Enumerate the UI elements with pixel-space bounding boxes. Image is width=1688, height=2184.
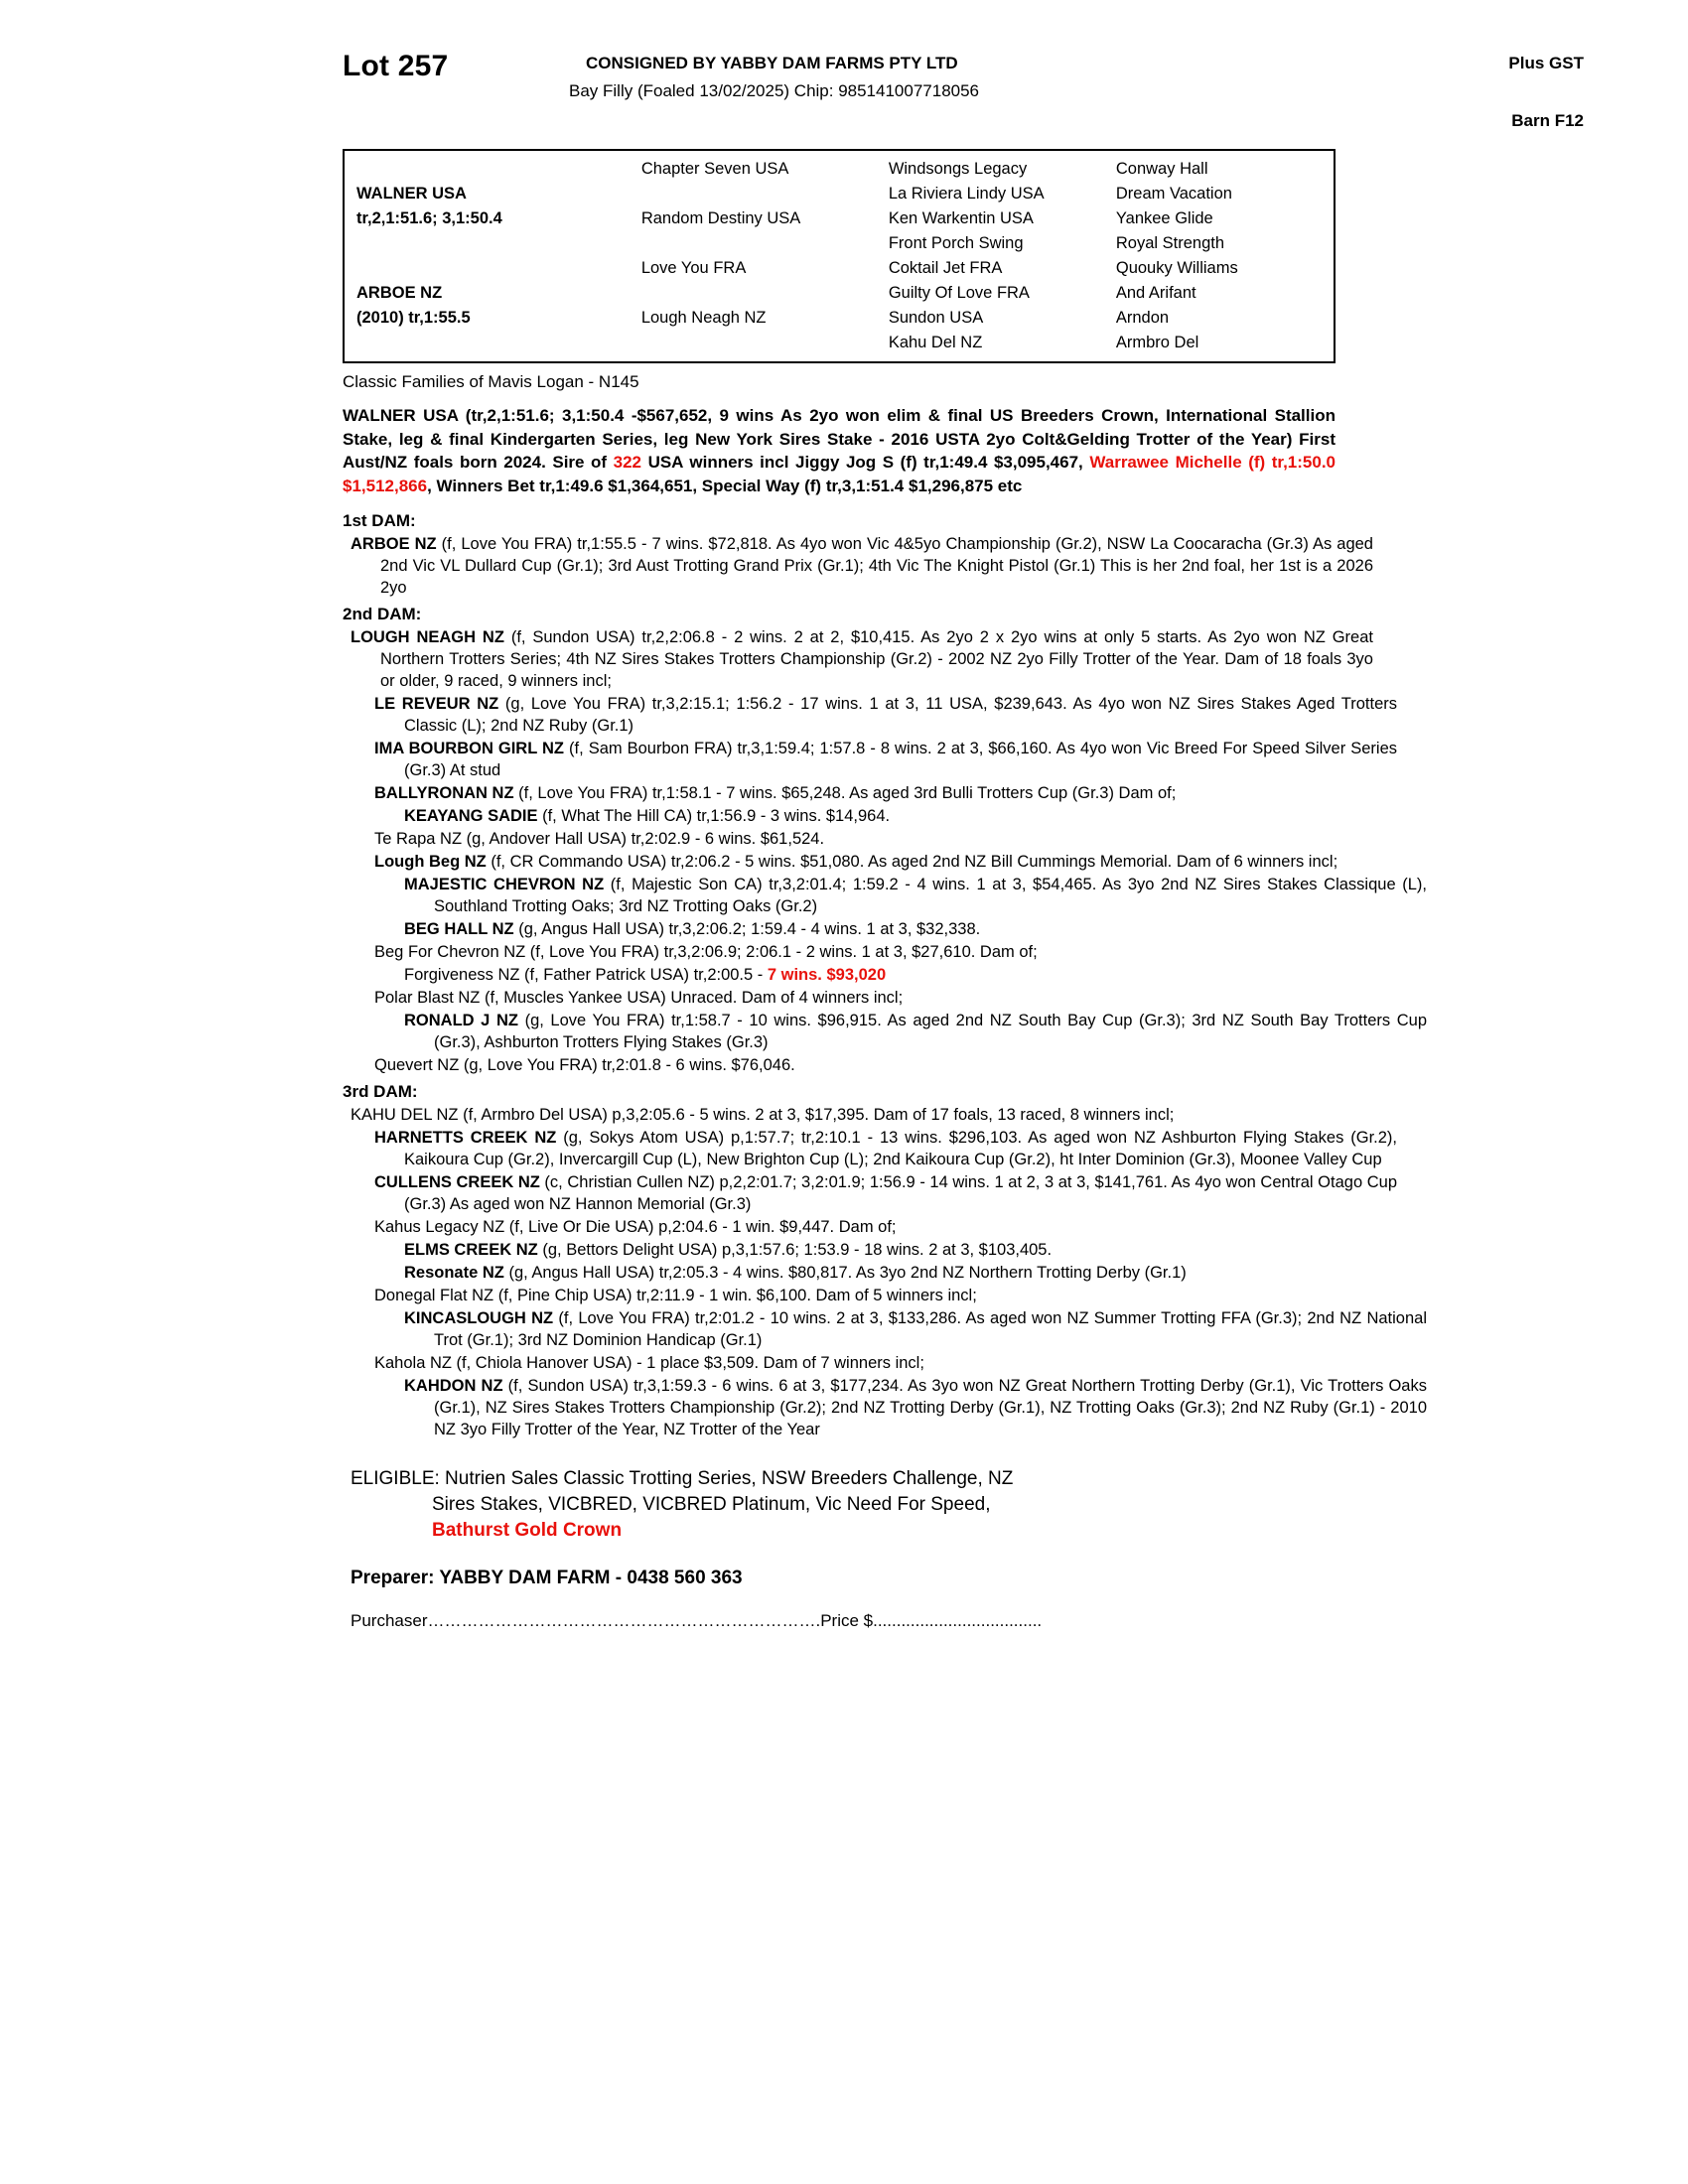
pedigree-cell-gen3: Ken Warkentin USA — [888, 209, 1034, 227]
pedigree-cell-dam: ARBOE NZ — [356, 284, 443, 302]
barn-label: Barn F12 — [1511, 111, 1584, 130]
plus-gst-label: Plus GST — [1508, 54, 1584, 72]
pedigree-entry — [343, 1127, 1397, 1170]
foal-details-line: Bay Filly (Foaled 13/02/2025) Chip: 985141007718056 — [569, 81, 980, 100]
pedigree-cell-gen3: Windsongs Legacy — [888, 160, 1028, 178]
sire-text-part1: WALNER USA (tr,2,1:51.6; 3,1:50.4 -$567,652, 9 wins As 2yo won elim & final US Breeders Crown, International Stallion Stake, leg & final Kindergarten Series, leg New York Sires Stake - 2016 USTA 2yo Colt&Gelding Trotter of the Year) First Aust/NZ foals born 2024. Sire of — [343, 406, 1336, 472]
pedigree-cell-gen4: And Arifant — [1115, 284, 1196, 302]
entry-text: (f, Sundon USA) tr,2,2:06.8 - 2 wins. 2 at 2, $10,415. As 2yo 2 x 2yo wins at only 5 starts. As 2yo won NZ Great Northern Trotters Series; 4th NZ Sires Stakes Trotters Championship (Gr.2) - 2002 NZ 2yo Filly Trotter of the Year. Dam of 18 foals 3yo or older, 9 raced, 9 winners incl; — [380, 628, 1373, 690]
entry-name: Resonate NZ — [404, 1264, 504, 1282]
entry-text: (g, Love You FRA) tr,1:58.7 - 10 wins. $96,915. As aged 2nd NZ South Bay Cup (Gr.3); 3rd NZ South Bay Trotters Cup (Gr.3), Ashburton Trotters Flying Stakes (Gr.3) — [434, 1012, 1428, 1051]
pedigree-entry — [343, 693, 1397, 737]
pedigree-cell-sire: WALNER USA — [356, 185, 467, 203]
pedigree-cell-gen4: Dream Vacation — [1115, 185, 1232, 203]
pedigree-cell-dam: (2010) tr,1:55.5 — [356, 309, 471, 327]
pedigree-cell-gen3: Sundon USA — [888, 309, 984, 327]
entry-text: Quevert NZ (g, Love You FRA) tr,2:01.8 - 6 wins. $76,046. — [374, 1056, 795, 1074]
pedigree-cell-gen4: Arndon — [1115, 309, 1170, 327]
pedigree-cell-gen4: Quouky Williams — [1115, 259, 1238, 277]
entry-text: (g, Angus Hall USA) tr,2:05.3 - 4 wins. $80,817. As 3yo 2nd NZ Northern Trotting Derby (Gr.1) — [503, 1264, 1187, 1282]
pedigree-row — [345, 157, 1334, 182]
pedigree-cell-gen4: Armbro Del — [1115, 334, 1199, 351]
pedigree-row — [345, 256, 1334, 281]
entry-name: RONALD J NZ — [404, 1012, 518, 1029]
eligible-line-1: ELIGIBLE: Nutrien Sales Classic Trotting Series, NSW Breeders Challenge, NZ — [351, 1468, 1014, 1489]
pedigree-table — [343, 149, 1336, 363]
pedigree-entry — [343, 1054, 1367, 1076]
pedigree-cell-sire — [345, 231, 641, 256]
pedigree-entry — [343, 1239, 1427, 1261]
entry-name: IMA BOURBON GIRL NZ — [374, 740, 565, 757]
dam-heading-2: 2nd DAM: — [343, 605, 422, 623]
pedigree-entry — [343, 1285, 1367, 1306]
pedigree-row — [345, 281, 1334, 306]
sire-paragraph — [343, 404, 1336, 497]
entry-text: (c, Christian Cullen NZ) p,2,2:01.7; 3,2:01.9; 1:56.9 - 14 wins. 1 at 2, 3 at 3, $141,761. As 4yo won Central Otago Cup (Gr.3) As aged won NZ Hannon Memorial (Gr.3) — [404, 1173, 1397, 1213]
page-header — [343, 40, 1594, 139]
pedigree-cell-gen4: Yankee Glide — [1115, 209, 1213, 227]
pedigree-entry — [343, 1171, 1397, 1215]
pedigree-row — [345, 231, 1334, 256]
pedigree-cell-gen3: Front Porch Swing — [888, 234, 1024, 252]
entry-text: Kahola NZ (f, Chiola Hanover USA) - 1 place $3,509. Dam of 7 winners incl; — [374, 1354, 924, 1372]
pedigree-cell-gen4: Royal Strength — [1115, 234, 1225, 252]
entry-text: (f, Love You FRA) tr,1:55.5 - 7 wins. $72,818. As 4yo won Vic 4&5yo Championship (Gr.2), NSW La Coocaracha (Gr.3) As aged 2nd Vic VL Dullard Cup (Gr.1); 3rd Aust Trotting Grand Prix (Gr.1); 4th Vic The Knight Pistol (Gr.1) This is her 2nd foal, her 1st is a 2026 2yo — [380, 535, 1373, 597]
entry-text: (f, Sam Bourbon FRA) tr,3,1:59.4; 1:57.8 - 8 wins. 2 at 3, $66,160. As 4yo won Vic Breed For Speed Silver Series (Gr.3) At stud — [404, 740, 1397, 779]
pedigree-cell-gen2 — [641, 331, 889, 355]
pedigree-entry — [343, 1262, 1427, 1284]
entry-name: ARBOE NZ — [351, 535, 437, 553]
pedigree-cell-gen2 — [641, 281, 889, 306]
sire-winners-count: 322 — [613, 453, 642, 472]
sire-highlight-progeny: Warrawee Michelle (f) tr,1:50.0 $1,512,866 — [343, 453, 1336, 495]
purchaser-line: Purchaser…………………………………………………………….Price $.................................... — [351, 1611, 1043, 1630]
entry-text: Kahus Legacy NZ (f, Live Or Die USA) p,2:04.6 - 1 win. $9,447. Dam of; — [374, 1218, 897, 1236]
pedigree-cell-sire — [345, 157, 641, 182]
entry-text: (g, Angus Hall USA) tr,3,2:06.2; 1:59.4 - 4 wins. 1 at 3, $32,338. — [513, 920, 981, 938]
pedigree-entry — [343, 1352, 1367, 1374]
sire-text-part2: USA winners incl Jiggy Jog S (f) tr,1:49.4 $3,095,467, — [641, 453, 1090, 472]
pedigree-row — [345, 331, 1334, 355]
pedigree-row — [345, 306, 1334, 331]
preparer-line: Preparer: YABBY DAM FARM - 0438 560 363 — [351, 1568, 743, 1588]
pedigree-entry — [343, 918, 1427, 940]
entry-text: (g, Sokys Atom USA) p,1:57.7; tr,2:10.1 - 13 wins. $296,103. As aged won NZ Ashburton Flying Stakes (Gr.2), Kaikoura Cup (Gr.2), Invercargill Cup (L), New Brighton Cup (L); 2nd Kaikoura Cup (Gr.2), ht Inter Dominion (Gr.3), Moonee Valley Cup — [404, 1129, 1397, 1168]
dam-heading-1: 1st DAM: — [343, 511, 416, 530]
pedigree-cell-gen2 — [641, 231, 889, 256]
entry-text: (f, Majestic Son CA) tr,3,2:01.4; 1:59.2 - 4 wins. 1 at 3, $54,465. As 3yo 2nd NZ Sires Stakes Classique (L), Southland Trotting Oaks; 3rd NZ Trotting Oaks (Gr.2) — [434, 876, 1427, 915]
entry-text: Te Rapa NZ (g, Andover Hall USA) tr,2:02.9 - 6 wins. $61,524. — [374, 830, 825, 848]
dam-heading-3: 3rd DAM: — [343, 1082, 418, 1101]
sire-text-part3: , Winners Bet tr,1:49.6 $1,364,651, Special Way (f) tr,3,1:51.4 $1,296,875 etc — [427, 476, 1023, 495]
eligible-block — [343, 1466, 1336, 1544]
eligible-line-3: Bathurst Gold Crown — [432, 1520, 623, 1541]
entry-name: ELMS CREEK NZ — [404, 1241, 538, 1259]
pedigree-cell-gen2: Random Destiny USA — [640, 209, 801, 227]
pedigree-cell-gen3: La Riviera Lindy USA — [888, 185, 1045, 203]
pedigree-row — [345, 206, 1334, 231]
pedigree-cell-dam — [345, 331, 641, 355]
pedigree-entry — [343, 1010, 1427, 1053]
pedigree-cell-gen2 — [641, 182, 889, 206]
pedigree-cell-gen2: Chapter Seven USA — [640, 160, 789, 178]
entry-text: KAHU DEL NZ (f, Armbro Del USA) p,3,2:05.6 - 5 wins. 2 at 3, $17,395. Dam of 17 foals, 13 raced, 8 winners incl; — [351, 1106, 1175, 1124]
pedigree-cell-sire: tr,2,1:51.6; 3,1:50.4 — [356, 209, 502, 227]
eligible-line-2: Sires Stakes, VICBRED, VICBRED Platinum, Vic Need For Speed, — [432, 1494, 991, 1515]
pedigree-entry — [343, 1307, 1427, 1351]
lot-number: Lot 257 — [343, 50, 449, 82]
entry-name: KAHDON NZ — [404, 1377, 503, 1395]
pedigree-cell-gen2: Lough Neagh NZ — [640, 309, 767, 327]
entry-text: (f, CR Commando USA) tr,2:06.2 - 5 wins. $51,080. As aged 2nd NZ Bill Cummings Memorial. Dam of 6 winners incl; — [486, 853, 1338, 871]
entry-name: KEAYANG SADIE — [404, 807, 538, 825]
entry-text: Polar Blast NZ (f, Muscles Yankee USA) Unraced. Dam of 4 winners incl; — [374, 989, 904, 1007]
pedigree-entry — [343, 738, 1397, 781]
pedigree-entry — [343, 828, 1367, 850]
entry-text: Beg For Chevron NZ (f, Love You FRA) tr,3,2:06.9; 2:06.1 - 2 wins. 1 at 3, $27,610. Dam of; — [374, 943, 1038, 961]
pedigree-entry — [343, 533, 1373, 599]
entry-text: Donegal Flat NZ (f, Pine Chip USA) tr,2:11.9 - 1 win. $6,100. Dam of 5 winners incl; — [374, 1287, 977, 1304]
entry-name: LE REVEUR NZ — [374, 695, 499, 713]
pedigree-entry — [343, 1216, 1367, 1238]
entry-name: MAJESTIC CHEVRON NZ — [404, 876, 605, 893]
pedigree-entry — [343, 964, 1427, 986]
entry-text: (f, Love You FRA) tr,2:01.2 - 10 wins. 2 at 3, $133,286. As aged won NZ Summer Trotting FFA (Gr.3); 2nd NZ National Trot (Gr.1); 3rd NZ Dominion Handicap (Gr.1) — [434, 1309, 1427, 1349]
entry-name: BEG HALL NZ — [404, 920, 514, 938]
pedigree-entry — [343, 941, 1397, 963]
pedigree-entry — [343, 782, 1397, 804]
pedigree-entry — [343, 874, 1427, 917]
entry-text: (g, Bettors Delight USA) p,3,1:57.6; 1:53.9 - 18 wins. 2 at 3, $103,405. — [537, 1241, 1053, 1259]
pedigree-entry — [343, 1375, 1427, 1440]
entry-text: Forgiveness NZ (f, Father Patrick USA) tr,2:00.5 - — [404, 966, 768, 984]
pedigree-cell-gen3: Coktail Jet FRA — [888, 259, 1003, 277]
entry-text: (g, Love You FRA) tr,3,2:15.1; 1:56.2 - 17 wins. 1 at 3, 11 USA, $239,643. As 4yo won NZ Sires Stakes Aged Trotters Classic (L); 2nd NZ Ruby (Gr.1) — [404, 695, 1398, 735]
entry-name: HARNETTS CREEK NZ — [374, 1129, 557, 1147]
entry-name: KINCASLOUGH NZ — [404, 1309, 554, 1327]
entry-text: (f, What The Hill CA) tr,1:56.9 - 3 wins. $14,964. — [537, 807, 891, 825]
entry-name: BALLYRONAN NZ — [374, 784, 514, 802]
entry-highlight: 7 wins. $93,020 — [767, 966, 887, 984]
pedigree-row — [345, 182, 1334, 206]
pedigree-entry — [343, 851, 1397, 873]
pedigree-entry — [343, 1104, 1373, 1126]
consignor-line: CONSIGNED BY YABBY DAM FARMS PTY LTD — [586, 54, 958, 72]
entry-name: Lough Beg NZ — [374, 853, 487, 871]
entry-text: (f, Sundon USA) tr,3,1:59.3 - 6 wins. 6 at 3, $177,234. As 3yo won NZ Great Northern Trotting Derby (Gr.1), Vic Trotters Oaks (Gr.1), NZ Sires Stakes Trotters Championship (Gr.2); 2nd NZ Trotting Derby (Gr.1), NZ Trotting Oaks (Gr.3); 2nd NZ Ruby (Gr.1) - 2010 NZ 3yo Filly Trotter of the Year, NZ Trotter of the Year — [434, 1377, 1427, 1438]
pedigree-entry — [343, 805, 1427, 827]
entry-text: (f, Love You FRA) tr,1:58.1 - 7 wins. $65,248. As aged 3rd Bulli Trotters Cup (Gr.3) Dam of; — [513, 784, 1177, 802]
pedigree-cell-gen3: Kahu Del NZ — [888, 334, 983, 351]
entry-name: CULLENS CREEK NZ — [374, 1173, 540, 1191]
pedigree-cell-gen4: Conway Hall — [1115, 160, 1208, 178]
entry-name: LOUGH NEAGH NZ — [351, 628, 504, 646]
pedigree-entry — [343, 987, 1367, 1009]
pedigree-entry — [343, 626, 1373, 692]
pedigree-cell-gen2: Love You FRA — [640, 259, 747, 277]
pedigree-cell-gen3: Guilty Of Love FRA — [888, 284, 1030, 302]
pedigree-cell-dam — [345, 256, 641, 281]
classic-families-line: Classic Families of Mavis Logan - N145 — [343, 372, 639, 391]
